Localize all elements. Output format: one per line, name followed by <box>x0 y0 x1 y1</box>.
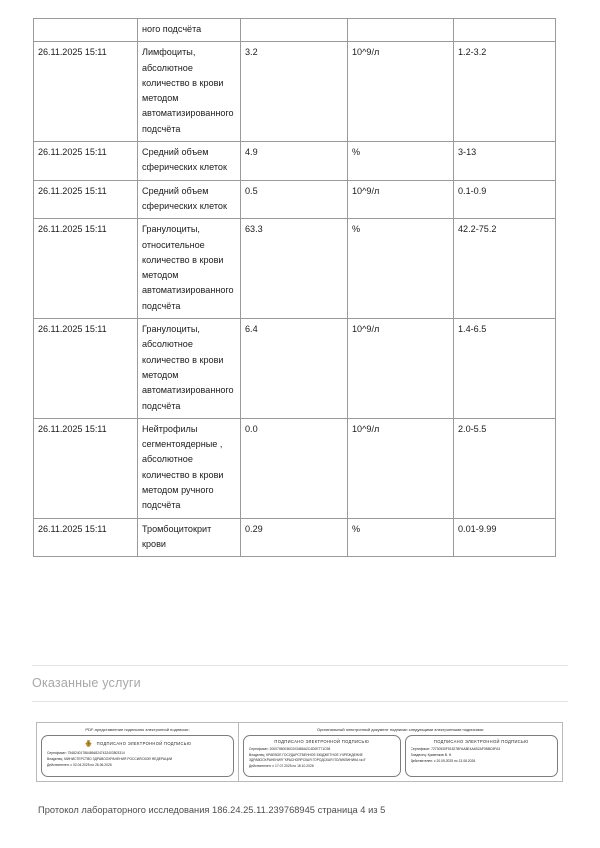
cell-unit: 10^9/л <box>348 319 454 419</box>
cell-date: 26.11.2025 15:11 <box>34 180 138 219</box>
signature-owner: Владелец: МИНИСТЕРСТВО ЗДРАВООХРАНЕНИЯ РОССИЙСКОЙ ФЕДЕРАЦИИ <box>47 757 173 762</box>
table-row <box>34 418 556 518</box>
signature-card <box>41 735 234 777</box>
signature-owner: Владелец: Кривенков В. Н. <box>410 753 453 758</box>
cell-value: 6.4 <box>241 319 348 419</box>
cell-reference: 42.2-75.2 <box>454 219 556 319</box>
cell-date <box>34 19 138 42</box>
cell-date: 26.11.2025 15:11 <box>34 42 138 142</box>
page-footer-text: Протокол лабораторного исследования 186.24.25.11.239768945 страница 4 из 5 <box>38 805 386 815</box>
signature-heading: ПОДПИСАНО ЭЛЕКТРОННОЙ ПОДПИСЬЮ <box>433 739 529 744</box>
cell-reference: 1.4-6.5 <box>454 319 556 419</box>
signature-card-header <box>249 739 395 744</box>
cell-unit: 10^9/л <box>348 180 454 219</box>
cell-unit: % <box>348 219 454 319</box>
table-row <box>34 19 556 42</box>
signature-validity: Действителен: с 02.04.2025 по 26.06.2026 <box>47 763 112 768</box>
cell-value: 0.29 <box>241 518 348 557</box>
table-row <box>34 42 556 142</box>
table-row <box>34 518 556 557</box>
cell-date: 26.11.2025 15:11 <box>34 142 138 181</box>
services-section <box>32 665 568 702</box>
lab-results-table <box>33 18 556 557</box>
cell-test-name: Тромбоцитокрит крови <box>138 518 241 557</box>
cell-reference: 0.1-0.9 <box>454 180 556 219</box>
signature-heading: ПОДПИСАНО ЭЛЕКТРОННОЙ ПОДПИСЬЮ <box>274 739 370 744</box>
original-document-signature-panel-title: Оригинальный электронный документ подписан следующими электронными подписями: <box>316 727 485 732</box>
signature-validity: Действителен: с 20.05.2025 по 13.08.2026 <box>410 759 476 764</box>
signature-card-list <box>243 735 558 777</box>
electronic-signature-area <box>36 722 563 782</box>
cell-reference: 3-13 <box>454 142 556 181</box>
cell-value: 0.0 <box>241 418 348 518</box>
cell-date: 26.11.2025 15:11 <box>34 418 138 518</box>
cell-reference <box>454 19 556 42</box>
cell-test-name: Средний объем сферических клеток <box>138 180 241 219</box>
cell-date: 26.11.2025 15:11 <box>34 219 138 319</box>
signature-heading: ПОДПИСАНО ЭЛЕКТРОННОЙ ПОДПИСЬЮ <box>96 741 192 746</box>
cell-unit: 10^9/л <box>348 418 454 518</box>
signature-card <box>243 735 401 777</box>
cell-test-name: Нейтрофилы сегментоядерные , абсолютное количество в крови методом ручного подсчёта <box>138 418 241 518</box>
cell-unit: 10^9/л <box>348 42 454 142</box>
cell-unit <box>348 19 454 42</box>
services-section-title: Оказанные услуги <box>32 676 141 690</box>
original-document-signature-panel <box>239 722 563 782</box>
cell-test-name: Лимфоциты, абсолютное количество в крови методом автоматизированного подсчёта <box>138 42 241 142</box>
cell-unit: % <box>348 142 454 181</box>
table-row <box>34 142 556 181</box>
cell-reference: 0.01-9.99 <box>454 518 556 557</box>
signature-validity: Действителен: с 17.07.2025 по 18.10.2026 <box>249 764 314 769</box>
lab-results-table-container <box>33 18 555 557</box>
signature-owner: Владелец: КРАЕВОЕ ГОСУДАРСТВЕННОЕ БЮДЖЕТНОЕ УЧРЕЖДЕНИЕ ЗДРАВООХРАНЕНИЯ "КРАСНОЯРСКАЯ ГОРОДСКАЯ ПОЛИКЛИНИКА №4" <box>249 753 366 763</box>
cell-value: 0.5 <box>241 180 348 219</box>
cell-value <box>241 19 348 42</box>
signature-card-header <box>411 739 553 744</box>
signature-certificate: Сертификат: 20007050036C0034B6A2C4D0ET71C98 <box>249 747 331 751</box>
pdf-signature-panel-title: PDF-представление подписано электронной подписью: <box>85 727 190 732</box>
cell-test-name: Средний объем сферических клеток <box>138 142 241 181</box>
cell-reference: 1.2-3.2 <box>454 42 556 142</box>
signature-card-header <box>47 739 228 748</box>
signature-certificate: Сертификат: 72730530F51527BFAA8E4A4B2AF0BBD3FA3 <box>410 747 501 751</box>
pdf-signature-panel <box>36 722 239 782</box>
section-divider-bottom <box>32 701 568 702</box>
cell-test-name: Гранулоциты, относительное количество в крови методом автоматизированного подсчёта <box>138 219 241 319</box>
signature-card <box>405 735 559 777</box>
table-row <box>34 219 556 319</box>
cell-date: 26.11.2025 15:11 <box>34 319 138 419</box>
cell-value: 4.9 <box>241 142 348 181</box>
table-row <box>34 180 556 219</box>
cell-test-name: Гранулоциты, абсолютное количество в крови методом автоматизированного подсчёта <box>138 319 241 419</box>
table-row <box>34 319 556 419</box>
cell-unit: % <box>348 518 454 557</box>
lab-results-table-body <box>34 19 556 557</box>
cell-value: 63.3 <box>241 219 348 319</box>
russian-coat-of-arms-icon <box>84 739 93 748</box>
cell-test-name: ного подсчёта <box>138 19 241 42</box>
signature-certificate: Сертификат: 7548240178648648247432403503314 <box>47 751 125 755</box>
cell-value: 3.2 <box>241 42 348 142</box>
cell-reference: 2.0-5.5 <box>454 418 556 518</box>
cell-date: 26.11.2025 15:11 <box>34 518 138 557</box>
